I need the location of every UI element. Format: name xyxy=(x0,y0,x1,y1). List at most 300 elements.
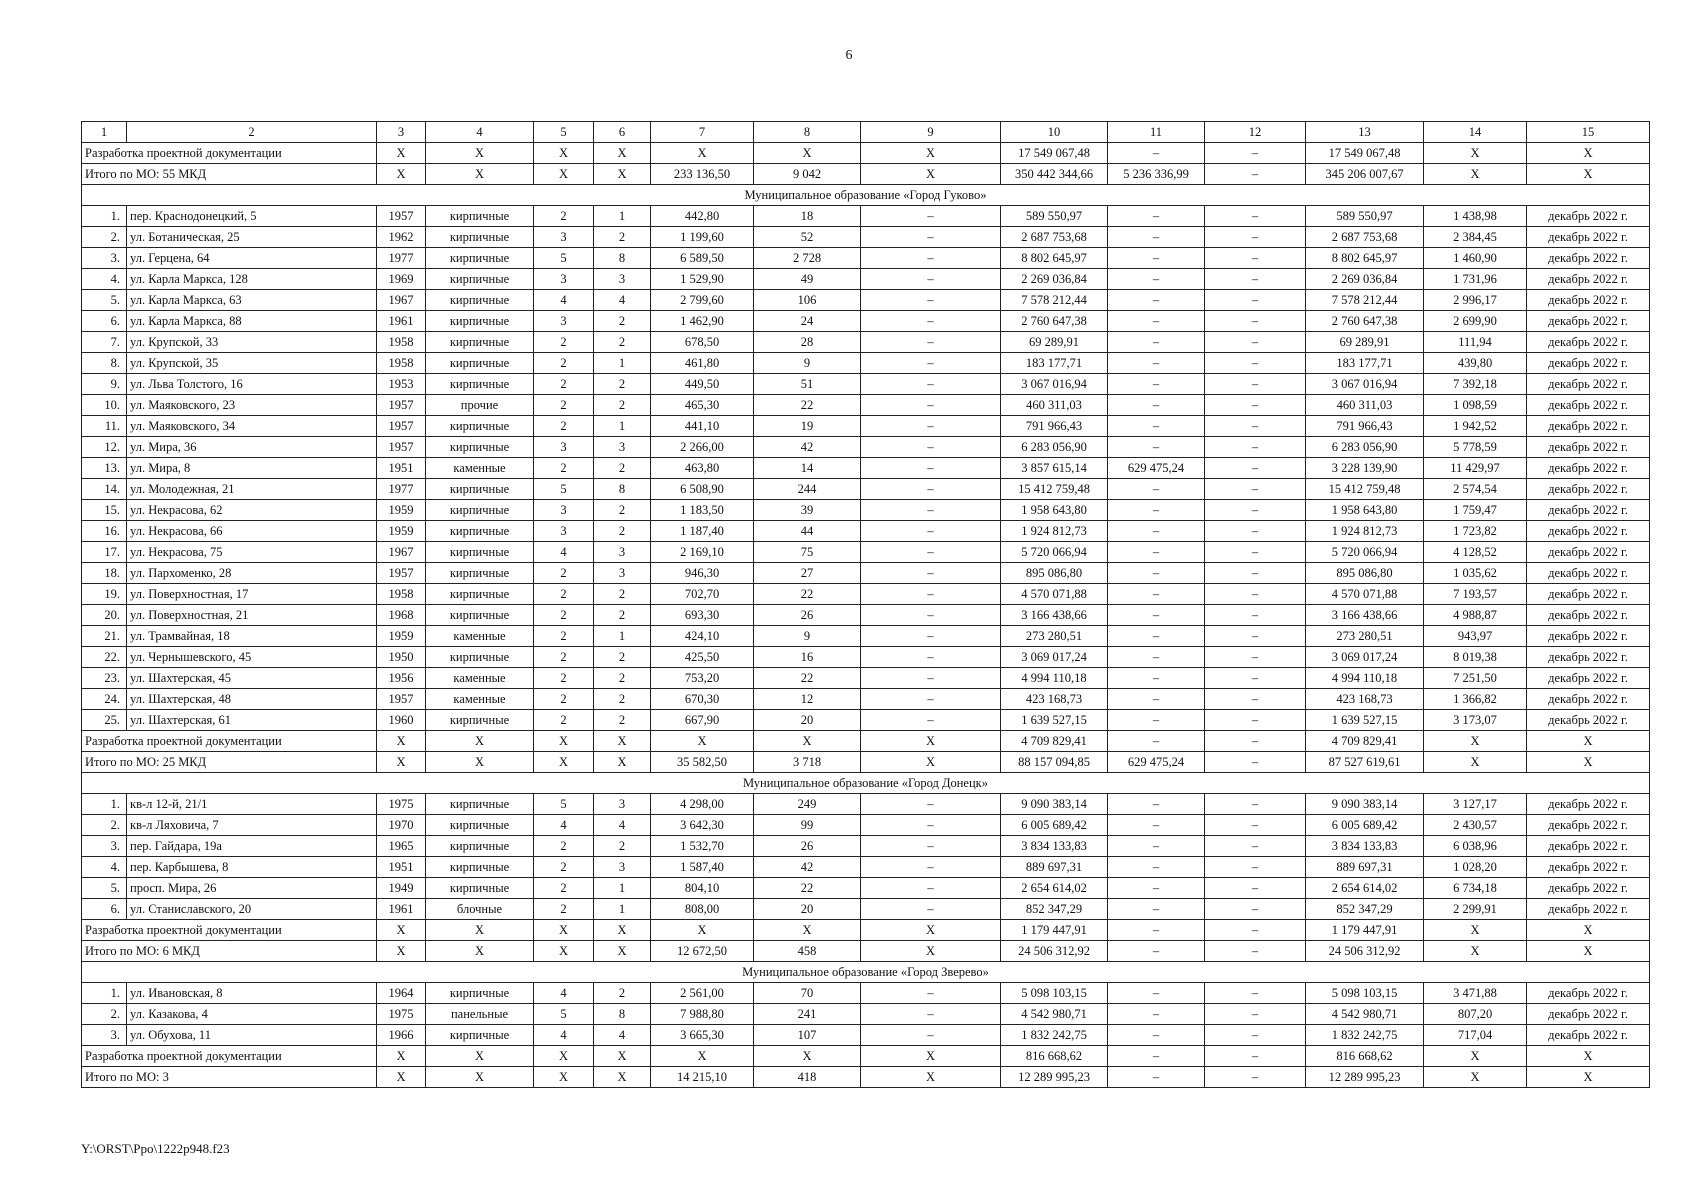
summary-cell: – xyxy=(1108,1046,1205,1067)
table-row xyxy=(82,269,1650,290)
table-cell: 1 942,52 xyxy=(1424,416,1527,437)
table-cell: 2 xyxy=(534,710,594,731)
table-cell: 667,90 xyxy=(651,710,754,731)
summary-cell: X xyxy=(1424,752,1527,773)
table-cell: 2 xyxy=(594,668,651,689)
summary-row xyxy=(82,143,1650,164)
address-cell: кв-л 12-й, 21/1 xyxy=(127,794,377,815)
table-cell: декабрь 2022 г. xyxy=(1527,983,1650,1004)
address-cell: ул. Герцена, 64 xyxy=(127,248,377,269)
table-cell: кирпичные xyxy=(426,794,534,815)
summary-cell: X xyxy=(1527,920,1650,941)
table-cell: 49 xyxy=(754,269,861,290)
table-cell: 1 924 812,73 xyxy=(1306,521,1424,542)
row-number: 3. xyxy=(82,1025,127,1046)
summary-cell: – xyxy=(1108,941,1205,962)
table-cell: 2 xyxy=(534,836,594,857)
table-cell: 9 xyxy=(754,626,861,647)
summary-cell: X xyxy=(426,731,534,752)
table-cell: декабрь 2022 г. xyxy=(1527,437,1650,458)
table-cell: – xyxy=(861,416,1001,437)
table-row xyxy=(82,815,1650,836)
table-cell: кирпичные xyxy=(426,227,534,248)
table-cell: 1 xyxy=(594,899,651,920)
table-cell: – xyxy=(1205,605,1306,626)
table-cell: 27 xyxy=(754,563,861,584)
table-cell: 670,30 xyxy=(651,689,754,710)
table-cell: 1969 xyxy=(377,269,426,290)
summary-cell: 816 668,62 xyxy=(1306,1046,1424,1067)
table-cell: 425,50 xyxy=(651,647,754,668)
table-cell: 1 723,82 xyxy=(1424,521,1527,542)
table-cell: 14 xyxy=(754,458,861,479)
summary-label: Разработка проектной документации xyxy=(82,1046,377,1067)
summary-row xyxy=(82,1067,1650,1088)
table-cell: 889 697,31 xyxy=(1306,857,1424,878)
table-cell: 1959 xyxy=(377,500,426,521)
summary-cell: X xyxy=(1424,143,1527,164)
table-cell: 1 183,50 xyxy=(651,500,754,521)
table-cell: 4 994 110,18 xyxy=(1306,668,1424,689)
summary-cell: X xyxy=(534,731,594,752)
table-cell: 4 128,52 xyxy=(1424,542,1527,563)
table-cell: – xyxy=(1108,1004,1205,1025)
summary-label: Разработка проектной документации xyxy=(82,920,377,941)
table-cell: – xyxy=(1205,878,1306,899)
table-cell: декабрь 2022 г. xyxy=(1527,227,1650,248)
table-cell: 702,70 xyxy=(651,584,754,605)
table-cell: декабрь 2022 г. xyxy=(1527,521,1650,542)
table-cell: – xyxy=(1108,899,1205,920)
table-cell: 1975 xyxy=(377,794,426,815)
table-cell: 629 475,24 xyxy=(1108,458,1205,479)
summary-cell: X xyxy=(651,143,754,164)
table-cell: кирпичные xyxy=(426,710,534,731)
table-cell: 15 412 759,48 xyxy=(1001,479,1108,500)
table-cell: 3 xyxy=(594,857,651,878)
address-cell: ул. Ботаническая, 25 xyxy=(127,227,377,248)
table-cell: – xyxy=(1205,542,1306,563)
table-cell: 693,30 xyxy=(651,605,754,626)
table-cell: 1959 xyxy=(377,521,426,542)
table-cell: – xyxy=(1108,689,1205,710)
table-cell: 2 760 647,38 xyxy=(1001,311,1108,332)
table-cell: 460 311,03 xyxy=(1001,395,1108,416)
summary-cell: 233 136,50 xyxy=(651,164,754,185)
table-cell: 4 xyxy=(594,815,651,836)
table-cell: 2 269 036,84 xyxy=(1306,269,1424,290)
table-cell: 1 639 527,15 xyxy=(1306,710,1424,731)
table-cell: – xyxy=(1108,584,1205,605)
table-cell: 183 177,71 xyxy=(1001,353,1108,374)
table-cell: 2 574,54 xyxy=(1424,479,1527,500)
table-cell: 1977 xyxy=(377,248,426,269)
table-cell: декабрь 2022 г. xyxy=(1527,794,1650,815)
table-cell: 2 xyxy=(594,647,651,668)
summary-cell: X xyxy=(1527,731,1650,752)
summary-cell: – xyxy=(1205,1046,1306,1067)
table-cell: 2 xyxy=(594,605,651,626)
table-cell: 1956 xyxy=(377,668,426,689)
table-cell: 1975 xyxy=(377,1004,426,1025)
table-cell: – xyxy=(861,899,1001,920)
summary-cell: 3 718 xyxy=(754,752,861,773)
address-cell: ул. Шахтерская, 48 xyxy=(127,689,377,710)
table-cell: 3 069 017,24 xyxy=(1001,647,1108,668)
table-cell: кирпичные xyxy=(426,374,534,395)
table-cell: 2 xyxy=(594,332,651,353)
table-row xyxy=(82,500,1650,521)
table-cell: каменные xyxy=(426,689,534,710)
table-cell: – xyxy=(1108,542,1205,563)
summary-cell: – xyxy=(1108,143,1205,164)
summary-cell: X xyxy=(534,920,594,941)
table-cell: 7 193,57 xyxy=(1424,584,1527,605)
table-cell: 4 xyxy=(534,542,594,563)
summary-cell: 350 442 344,66 xyxy=(1001,164,1108,185)
row-number: 1. xyxy=(82,206,127,227)
table-cell: кирпичные xyxy=(426,248,534,269)
table-cell: 106 xyxy=(754,290,861,311)
table-cell: – xyxy=(1108,332,1205,353)
address-cell: ул. Поверхностная, 17 xyxy=(127,584,377,605)
summary-label: Итого по МО: 6 МКД xyxy=(82,941,377,962)
table-cell: 895 086,80 xyxy=(1306,563,1424,584)
table-cell: декабрь 2022 г. xyxy=(1527,311,1650,332)
table-cell: – xyxy=(1205,437,1306,458)
table-cell: декабрь 2022 г. xyxy=(1527,857,1650,878)
summary-cell: 418 xyxy=(754,1067,861,1088)
table-cell: 6 508,90 xyxy=(651,479,754,500)
table-cell: – xyxy=(1205,290,1306,311)
table-cell: 808,00 xyxy=(651,899,754,920)
table-cell: – xyxy=(1205,794,1306,815)
table-cell: – xyxy=(1108,227,1205,248)
table-cell: – xyxy=(1108,815,1205,836)
table-cell: 3 xyxy=(534,437,594,458)
table-cell: 1 587,40 xyxy=(651,857,754,878)
table-cell: – xyxy=(1205,416,1306,437)
table-cell: 1 xyxy=(594,878,651,899)
table-cell: 6 038,96 xyxy=(1424,836,1527,857)
table-cell: 3 166 438,66 xyxy=(1306,605,1424,626)
table-cell: – xyxy=(861,1004,1001,1025)
table-cell: 12 xyxy=(754,689,861,710)
summary-cell: X xyxy=(1527,164,1650,185)
table-cell: 1 529,90 xyxy=(651,269,754,290)
row-number: 18. xyxy=(82,563,127,584)
table-cell: – xyxy=(861,479,1001,500)
summary-cell: – xyxy=(1205,941,1306,962)
table-cell: 15 412 759,48 xyxy=(1306,479,1424,500)
row-number: 16. xyxy=(82,521,127,542)
table-cell: 8 xyxy=(594,1004,651,1025)
table-cell: – xyxy=(1108,710,1205,731)
municipality-title: Муниципальное образование «Город Зверево» xyxy=(82,962,1650,983)
table-cell: 249 xyxy=(754,794,861,815)
summary-cell: – xyxy=(1108,920,1205,941)
summary-cell: X xyxy=(534,164,594,185)
address-cell: ул. Маяковского, 23 xyxy=(127,395,377,416)
table-cell: – xyxy=(1108,437,1205,458)
table-cell: кирпичные xyxy=(426,332,534,353)
summary-cell: X xyxy=(534,1067,594,1088)
column-number-cell: 8 xyxy=(754,122,861,143)
table-cell: декабрь 2022 г. xyxy=(1527,815,1650,836)
summary-row xyxy=(82,752,1650,773)
summary-cell: X xyxy=(754,731,861,752)
table-row xyxy=(82,668,1650,689)
table-cell: 2 728 xyxy=(754,248,861,269)
table-cell: – xyxy=(1108,836,1205,857)
table-cell: 1 xyxy=(594,626,651,647)
table-cell: 424,10 xyxy=(651,626,754,647)
column-number-cell: 2 xyxy=(127,122,377,143)
table-cell: 3 xyxy=(534,311,594,332)
table-cell: 42 xyxy=(754,857,861,878)
table-cell: – xyxy=(861,290,1001,311)
table-cell: 946,30 xyxy=(651,563,754,584)
table-cell: 2 654 614,02 xyxy=(1306,878,1424,899)
table-cell: декабрь 2022 г. xyxy=(1527,353,1650,374)
table-row xyxy=(82,605,1650,626)
table-cell: декабрь 2022 г. xyxy=(1527,332,1650,353)
table-cell: 2 xyxy=(594,500,651,521)
table-cell: кирпичные xyxy=(426,815,534,836)
table-row xyxy=(82,227,1650,248)
table-cell: декабрь 2022 г. xyxy=(1527,836,1650,857)
table-cell: декабрь 2022 г. xyxy=(1527,206,1650,227)
summary-cell: X xyxy=(426,752,534,773)
table-cell: – xyxy=(1108,857,1205,878)
table-cell: 2 xyxy=(534,857,594,878)
summary-cell: X xyxy=(861,752,1001,773)
table-cell: 6 005 689,42 xyxy=(1001,815,1108,836)
table-cell: 3 xyxy=(534,500,594,521)
table-row xyxy=(82,416,1650,437)
table-cell: – xyxy=(1205,668,1306,689)
table-cell: 9 xyxy=(754,353,861,374)
column-number-row xyxy=(82,122,1650,143)
summary-cell: X xyxy=(594,143,651,164)
table-cell: 5 720 066,94 xyxy=(1306,542,1424,563)
table-cell: 1959 xyxy=(377,626,426,647)
address-cell: ул. Крупской, 33 xyxy=(127,332,377,353)
summary-cell: X xyxy=(1424,1046,1527,1067)
table-cell: 1957 xyxy=(377,689,426,710)
column-number-cell: 5 xyxy=(534,122,594,143)
summary-cell: – xyxy=(1205,1067,1306,1088)
table-cell: 8 xyxy=(594,479,651,500)
table-cell: кирпичные xyxy=(426,563,534,584)
table-row xyxy=(82,458,1650,479)
table-cell: 3 173,07 xyxy=(1424,710,1527,731)
table-cell: 3 xyxy=(594,563,651,584)
table-row xyxy=(82,836,1650,857)
table-cell: 1951 xyxy=(377,458,426,479)
table-cell: 8 802 645,97 xyxy=(1001,248,1108,269)
table-cell: 2 xyxy=(594,227,651,248)
table-cell: декабрь 2022 г. xyxy=(1527,395,1650,416)
summary-cell: X xyxy=(426,143,534,164)
summary-cell: X xyxy=(594,920,651,941)
table-cell: 2 xyxy=(534,899,594,920)
table-cell: 2 xyxy=(594,689,651,710)
column-number-cell: 7 xyxy=(651,122,754,143)
summary-cell: – xyxy=(1108,1067,1205,1088)
table-cell: 26 xyxy=(754,605,861,626)
table-row xyxy=(82,374,1650,395)
table-cell: 2 266,00 xyxy=(651,437,754,458)
table-row xyxy=(82,857,1650,878)
address-cell: ул. Поверхностная, 21 xyxy=(127,605,377,626)
table-cell: – xyxy=(1108,647,1205,668)
row-number: 17. xyxy=(82,542,127,563)
summary-label: Разработка проектной документации xyxy=(82,731,377,752)
table-cell: 1951 xyxy=(377,857,426,878)
table-cell: – xyxy=(861,983,1001,1004)
summary-cell: X xyxy=(377,731,426,752)
table-cell: 5 xyxy=(534,794,594,815)
summary-cell: 5 236 336,99 xyxy=(1108,164,1205,185)
table-cell: кирпичные xyxy=(426,521,534,542)
table-cell: 7 392,18 xyxy=(1424,374,1527,395)
table-cell: – xyxy=(1205,269,1306,290)
table-cell: 4 xyxy=(594,290,651,311)
table-cell: 44 xyxy=(754,521,861,542)
table-cell: 4 xyxy=(534,1025,594,1046)
table-cell: 3 127,17 xyxy=(1424,794,1527,815)
table-cell: 3 xyxy=(594,437,651,458)
summary-label: Итого по МО: 55 МКД xyxy=(82,164,377,185)
table-cell: 1 460,90 xyxy=(1424,248,1527,269)
table-cell: – xyxy=(1205,458,1306,479)
table-cell: – xyxy=(1205,584,1306,605)
table-cell: 1967 xyxy=(377,290,426,311)
table-cell: 5 098 103,15 xyxy=(1306,983,1424,1004)
table-cell: 1957 xyxy=(377,395,426,416)
table-cell: – xyxy=(1205,689,1306,710)
row-number: 9. xyxy=(82,374,127,395)
table-cell: 2 xyxy=(534,353,594,374)
address-cell: ул. Маяковского, 34 xyxy=(127,416,377,437)
table-cell: – xyxy=(861,311,1001,332)
table-row xyxy=(82,710,1650,731)
table-cell: 2 xyxy=(594,374,651,395)
table-cell: – xyxy=(1205,353,1306,374)
summary-cell: 14 215,10 xyxy=(651,1067,754,1088)
table-cell: 5 720 066,94 xyxy=(1001,542,1108,563)
table-cell: – xyxy=(861,878,1001,899)
table-cell: – xyxy=(861,500,1001,521)
address-cell: ул. Карла Маркса, 63 xyxy=(127,290,377,311)
summary-cell: X xyxy=(754,143,861,164)
summary-cell: 12 289 995,23 xyxy=(1001,1067,1108,1088)
table-cell: 52 xyxy=(754,227,861,248)
table-cell: кирпичные xyxy=(426,605,534,626)
table-cell: 1 832 242,75 xyxy=(1306,1025,1424,1046)
row-number: 3. xyxy=(82,248,127,269)
table-cell: декабрь 2022 г. xyxy=(1527,290,1650,311)
summary-cell: X xyxy=(377,941,426,962)
table-cell: – xyxy=(861,395,1001,416)
summary-cell: X xyxy=(426,1046,534,1067)
summary-cell: X xyxy=(534,752,594,773)
table-cell: – xyxy=(1108,521,1205,542)
table-cell: 791 966,43 xyxy=(1306,416,1424,437)
table-cell: – xyxy=(1205,815,1306,836)
table-cell: – xyxy=(1108,983,1205,1004)
summary-cell: 12 672,50 xyxy=(651,941,754,962)
summary-cell: X xyxy=(1424,941,1527,962)
table-cell: 2 xyxy=(534,605,594,626)
table-cell: – xyxy=(861,1025,1001,1046)
table-cell: 1950 xyxy=(377,647,426,668)
address-cell: ул. Ивановская, 8 xyxy=(127,983,377,1004)
table-cell: каменные xyxy=(426,626,534,647)
table-cell: 69 289,91 xyxy=(1001,332,1108,353)
table-cell: – xyxy=(861,374,1001,395)
table-row xyxy=(82,542,1650,563)
row-number: 21. xyxy=(82,626,127,647)
row-number: 11. xyxy=(82,416,127,437)
table-cell: декабрь 2022 г. xyxy=(1527,563,1650,584)
table-cell: – xyxy=(861,521,1001,542)
column-number-cell: 11 xyxy=(1108,122,1205,143)
table-cell: 2 xyxy=(534,647,594,668)
table-row xyxy=(82,521,1650,542)
table-cell: – xyxy=(1108,626,1205,647)
table-cell: 3 471,88 xyxy=(1424,983,1527,1004)
table-cell: каменные xyxy=(426,458,534,479)
table-cell: – xyxy=(1205,311,1306,332)
summary-cell: – xyxy=(1205,920,1306,941)
table-cell: 442,80 xyxy=(651,206,754,227)
summary-row xyxy=(82,164,1650,185)
table-cell: – xyxy=(1205,248,1306,269)
table-cell: 3 857 615,14 xyxy=(1001,458,1108,479)
summary-cell: X xyxy=(861,1067,1001,1088)
municipality-title: Муниципальное образование «Город Гуково» xyxy=(82,185,1650,206)
address-cell: ул. Мира, 36 xyxy=(127,437,377,458)
summary-cell: X xyxy=(754,1046,861,1067)
summary-cell: X xyxy=(861,941,1001,962)
table-cell: 3 xyxy=(594,794,651,815)
table-row xyxy=(82,794,1650,815)
table-cell: 4 xyxy=(534,983,594,1004)
table-cell: 441,10 xyxy=(651,416,754,437)
summary-cell: 87 527 619,61 xyxy=(1306,752,1424,773)
summary-cell: 12 289 995,23 xyxy=(1306,1067,1424,1088)
table-cell: 5 778,59 xyxy=(1424,437,1527,458)
table-cell: 1 832 242,75 xyxy=(1001,1025,1108,1046)
table-cell: 183 177,71 xyxy=(1306,353,1424,374)
table-cell: 2 xyxy=(594,836,651,857)
table-cell: 4 542 980,71 xyxy=(1001,1004,1108,1025)
table-cell: 1 759,47 xyxy=(1424,500,1527,521)
table-cell: 5 xyxy=(534,479,594,500)
table-cell: 4 988,87 xyxy=(1424,605,1527,626)
table-cell: 1 639 527,15 xyxy=(1001,710,1108,731)
column-number-cell: 6 xyxy=(594,122,651,143)
table-cell: декабрь 2022 г. xyxy=(1527,1025,1650,1046)
table-cell: 20 xyxy=(754,710,861,731)
summary-cell: X xyxy=(1527,1067,1650,1088)
summary-cell: X xyxy=(534,143,594,164)
table-cell: – xyxy=(1108,290,1205,311)
summary-cell: 9 042 xyxy=(754,164,861,185)
table-cell: 4 xyxy=(534,815,594,836)
